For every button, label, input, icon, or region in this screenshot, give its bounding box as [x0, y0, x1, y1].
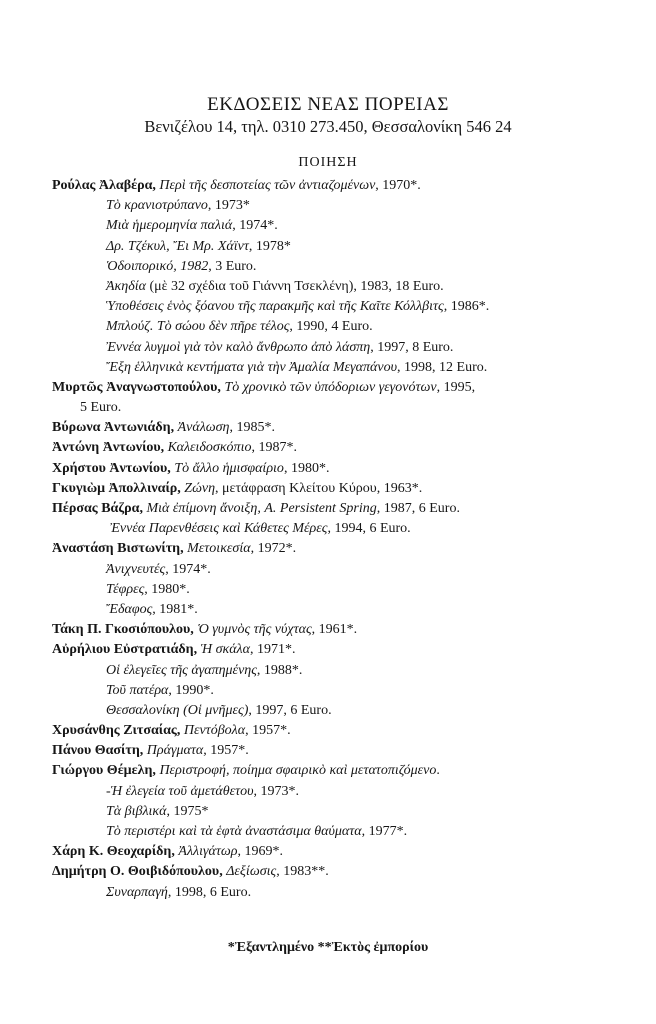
title-entry — [52, 297, 642, 317]
author-entry — [52, 418, 642, 438]
book-details: , 1957*. — [203, 743, 249, 759]
book-details: , 1980*. — [144, 581, 190, 597]
title-entry — [52, 317, 642, 337]
book-details: , 1985*. — [229, 420, 275, 436]
title-entry — [52, 398, 642, 418]
author-entry — [52, 499, 642, 519]
book-details: , 1970*. — [375, 178, 421, 193]
author-name: Τάκη Π. Γκοσιόπουλου, — [52, 622, 194, 638]
title-entry — [52, 519, 642, 539]
book-details: 5 Euro. — [80, 400, 122, 416]
book-details: , 1987*. — [251, 440, 297, 456]
book-details: . — [436, 763, 440, 779]
book-title: Ἀκηδία — [106, 278, 146, 294]
author-entry — [52, 640, 642, 660]
title-entry — [52, 358, 642, 378]
book-details: , 3 Euro. — [208, 258, 257, 274]
book-details: , 1961*. — [311, 622, 358, 638]
author-name: Γιώργου Θέμελη, — [52, 763, 156, 779]
author-name: Γκυγιὼμ Ἀπολλιναίρ, — [52, 480, 181, 496]
author-entry — [52, 438, 642, 458]
author-name: Ρούλας Ἀλαβέρα, — [52, 178, 156, 193]
book-title: Συναρπαγή — [106, 884, 168, 900]
book-details: , 1972*. — [250, 541, 297, 557]
title-entry — [52, 257, 642, 277]
author-entry — [52, 741, 642, 761]
author-name: Χάρη Κ. Θεοχαρίδη, — [52, 844, 175, 860]
book-title: Ζώνη — [184, 480, 216, 496]
book-title: Τὸ κρανιοτρύπανο — [106, 198, 208, 214]
book-details: , 1998, 12 Euro. — [397, 359, 488, 375]
book-details: , 1977*. — [361, 824, 408, 839]
author-entry — [52, 176, 642, 196]
book-title: Δρ. Τζέκυλ, Ἔι Μρ. Χάϊντ — [106, 238, 249, 254]
author-name: Δημήτρη Ο. Θοιβιδόπουλου, — [52, 864, 223, 880]
book-title: Περιστροφή, ποίημα σφαιρικὸ καὶ μετατοπιζόμενο — [159, 763, 437, 779]
book-details: , 1997, 8 Euro. — [370, 339, 454, 355]
book-title: Περὶ τῆς δεσποτείας τῶν ἀντιαζομένων — [159, 178, 376, 193]
book-details: , 1973* — [207, 198, 250, 214]
title-entry — [52, 216, 642, 236]
book-details: , 1975* — [166, 803, 209, 819]
book-details: , 1988*. — [256, 662, 303, 678]
title-entry — [52, 822, 642, 842]
book-title: Ὁ γυμνὸς τῆς νύχτας — [197, 622, 312, 638]
author-entry — [52, 479, 642, 499]
book-title: Μιὰ ἐπίμονη ἄνοιξη, A. Persistent Spring — [146, 501, 377, 516]
book-title: Ὑποθέσεις ἑνὸς ξόανου τῆς παρακμῆς καὶ τῆς Καῖτε Κόλλβιτς — [106, 299, 444, 315]
title-entry — [52, 237, 642, 257]
out-of-commerce-note: **Ἐκτὸς ἐμπορίου — [317, 940, 429, 955]
book-details: , 1980*. — [283, 460, 330, 476]
book-details: , μετάφραση Κλείτου Κύρου, 1963*. — [215, 480, 423, 496]
author-entry — [52, 761, 642, 781]
book-details: , 1990*. — [168, 682, 214, 698]
author-entry — [52, 842, 642, 862]
book-details: , 1983**. — [276, 864, 329, 880]
book-list — [52, 176, 642, 903]
title-entry — [52, 338, 642, 358]
title-entry — [52, 560, 642, 580]
book-details: , 1995, — [436, 379, 476, 395]
author-entry — [52, 539, 642, 559]
title-entry — [52, 802, 642, 822]
book-details: , 1974*. — [165, 561, 211, 577]
title-entry — [52, 701, 642, 721]
book-details: , 1981*. — [152, 601, 198, 617]
book-title: Τὰ βιβλικά — [106, 803, 167, 819]
book-title: Ἡ σκάλα — [200, 642, 250, 658]
book-title: Ἀνάλωση — [177, 420, 230, 436]
title-entry — [52, 277, 642, 297]
author-entry — [52, 721, 642, 741]
book-title: Ἀνιχνευτές — [106, 561, 166, 577]
book-details: , 1978* — [248, 238, 291, 254]
book-details: , 1971*. — [249, 642, 296, 658]
author-name: Βύρωνα Ἀντωνιάδη, — [52, 420, 175, 436]
book-details: , 1997, 6 Euro. — [248, 702, 332, 718]
publisher-address: Βενιζέλου 14, τηλ. 0310 273.450, Θεσσαλονίκη 546 24 — [144, 117, 512, 136]
book-title: Ἔδαφος — [106, 601, 153, 617]
author-name: Ἀντώνη Ἀντωνίου, — [52, 440, 165, 456]
author-entry — [52, 862, 642, 882]
book-title: Δεξίωσις — [226, 864, 277, 880]
title-entry — [52, 600, 642, 620]
book-title: Πράγματα — [146, 743, 204, 759]
out-of-print-note: *Ἐξαντλημένο — [227, 940, 315, 955]
book-details: (μὲ 32 σχέδια τοῦ Γιάννη Τσεκλένη), 1983, 18 Euro. — [145, 278, 444, 294]
book-title: Ἀλλιγάτωρ — [178, 844, 238, 860]
book-title: Τὸ χρονικὸ τῶν ὑπόδοριων γεγονότων — [224, 379, 437, 395]
author-name: Πέρσας Βάζρα, — [52, 501, 143, 516]
book-title: Ἔξη ἑλληνικὰ κεντήματα γιὰ τὴν Ἀμαλία Μεγαπάνου — [106, 359, 398, 375]
author-name: Χρήστου Ἀντωνίου, — [52, 460, 171, 476]
book-details: , 1974*. — [232, 218, 278, 234]
book-title: Μετοικεσία — [187, 541, 251, 557]
author-name: Αὐρήλιου Εὐστρατιάδη, — [52, 642, 198, 658]
book-details: , 1957*. — [245, 723, 291, 739]
author-name: Ἀναστάση Βιστωνίτη, — [52, 541, 184, 557]
book-title: Μιὰ ἡμερομηνία παλιά — [106, 218, 233, 234]
book-details: , 1998, 6 Euro. — [167, 884, 252, 900]
footnote-legend — [0, 940, 656, 956]
book-title: Θεσσαλονίκη (Οἱ μνῆμες) — [106, 702, 249, 718]
book-details: , 1994, 6 Euro. — [327, 521, 411, 537]
book-title: Μπλούζ. Τὸ σώου δὲν πῆρε τέλος — [106, 319, 290, 335]
title-entry — [52, 883, 642, 903]
author-name: Μυρτῶς Ἀναγνωστοπούλου, — [52, 379, 221, 395]
author-entry — [52, 620, 642, 640]
title-entry — [52, 580, 642, 600]
book-title: -Ἡ ἐλεγεία τοῦ ἀμετάθετου — [106, 783, 254, 799]
book-title: Καλειδοσκόπιο — [167, 440, 252, 456]
book-details: , 1973*. — [253, 783, 300, 799]
book-title: Ἐννέα Παρενθέσεις καὶ Κάθετες Μέρες — [110, 521, 328, 537]
publisher-name: ΕΚΔΟΣΕΙΣ ΝΕΑΣ ΠΟΡΕΙΑΣ — [207, 94, 449, 115]
title-entry — [52, 196, 642, 216]
author-name: Χρυσάνθης Ζιτσαίας, — [52, 723, 181, 739]
book-title: Τέφρες — [106, 581, 145, 597]
book-details: , 1986*. — [443, 299, 490, 315]
book-title: Ἐννέα λυγμοὶ γιὰ τὸν καλὸ ἄνθρωπο ἀπὸ λάσπη — [106, 339, 371, 355]
title-entry — [52, 782, 642, 802]
book-title: Τὸ περιστέρι καὶ τὰ ἑφτὰ ἀναστάσιμα θαύματα — [106, 824, 362, 839]
book-details: , 1969*. — [237, 844, 283, 860]
title-entry — [52, 681, 642, 701]
book-details: , 1987, 6 Euro. — [376, 501, 460, 516]
author-name: Πάνου Θασίτη, — [52, 743, 144, 759]
book-title: Οἱ ἐλεγεῖες τῆς ἀγαπημένης — [106, 662, 257, 678]
author-entry — [52, 459, 642, 479]
section-title: ΠΟΙΗΣΗ — [298, 155, 358, 170]
author-entry — [52, 378, 642, 398]
book-title: Πεντόβολα — [183, 723, 246, 739]
title-entry — [52, 661, 642, 681]
book-details: , 1990, 4 Euro. — [289, 319, 373, 335]
book-title: Τοῦ πατέρα — [106, 682, 169, 698]
book-title: Τὸ ἄλλο ἡμισφαίριο — [174, 460, 284, 476]
book-title: Ὁδοιπορικό, 1982 — [106, 258, 209, 274]
